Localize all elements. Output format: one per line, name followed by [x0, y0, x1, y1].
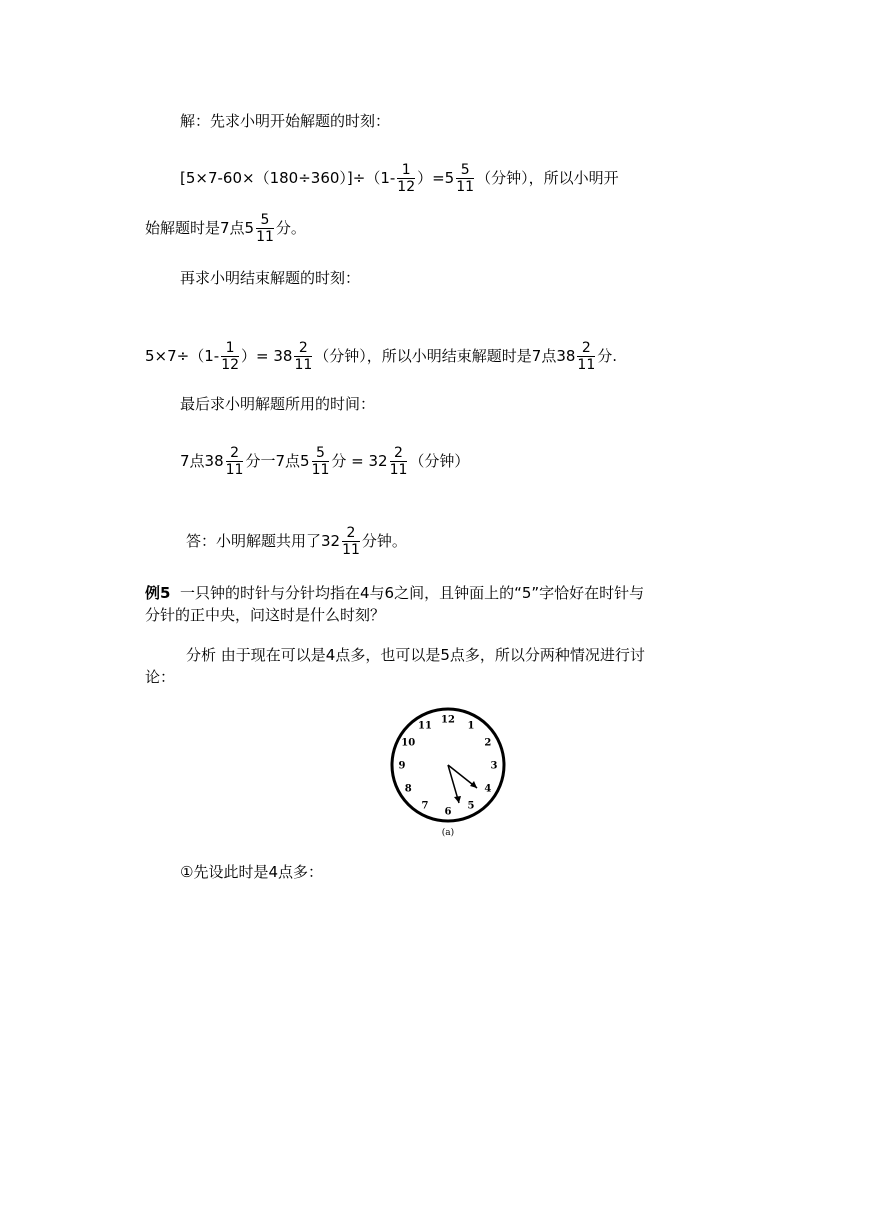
equation-start-time-cont: 始解题时是7点5 $\frac{5}{11}$ 分。: [145, 212, 306, 245]
example-5-line2: 分针的正中央，问这时是什么时刻？: [145, 606, 386, 624]
clock-number: 10: [401, 737, 416, 749]
fraction: $\frac{2}{11}$: [389, 445, 408, 478]
paragraph-duration: 最后求小明解题所用的时间：: [180, 395, 376, 413]
analysis-line1: 分析 由于现在可以是4点多，也可以是5点多，所以分两种情况进行讨: [186, 646, 645, 664]
eq-text: [5×7-60×（180÷360）]÷（1-: [180, 169, 396, 187]
paragraph-intro: 解：先求小明开始解题的时刻：: [180, 112, 391, 130]
clock-caption: (a): [441, 828, 455, 838]
eq-text: （分钟），所以小明开: [476, 169, 619, 187]
fraction: $\frac{5}{11}$: [311, 445, 330, 478]
fraction: $\frac{5}{11}$: [256, 212, 274, 245]
fraction: $\frac{1}{12}$: [221, 340, 240, 373]
paragraph-end-time: 再求小明结束解题的时刻：: [180, 269, 361, 287]
case-1-line: ①先设此时是4点多：: [180, 863, 323, 881]
fraction: $\frac{2}{11}$: [342, 525, 360, 558]
clock-number: 1: [467, 720, 475, 732]
fraction: $\frac{5}{11}$: [456, 162, 475, 195]
fraction: $\frac{2}{11}$: [225, 445, 244, 478]
clock-number: 2: [484, 737, 492, 749]
analysis-line2: 论：: [145, 668, 176, 686]
hour-hand-arrow: [470, 781, 477, 788]
example-5-line1: 例5 一只钟的时针与分针均指在4与6之间，且钟面上的“5”字恰好在时针与: [145, 584, 645, 602]
example-label: 例5: [145, 584, 171, 602]
equation-end-time: 5×7÷（1- $\frac{1}{12}$ ）= 38 $\frac{2}{11}$ （分钟），所以小明结束解题时是7点38 $\frac{2}{11}$ 分.: [145, 340, 618, 373]
clock-number: 7: [421, 800, 429, 812]
clock-number: 5: [467, 800, 475, 812]
equation-duration: 7点38 $\frac{2}{11}$ 分一7点5 $\frac{5}{11}$ 分 = 32 $\frac{2}{11}$ （分钟）: [180, 445, 470, 478]
clock-number: 11: [418, 720, 432, 732]
fraction: $\frac{1}{12}$: [397, 162, 416, 195]
minute-hand-arrow: [454, 796, 461, 803]
equation-start-time: [180, 162, 619, 195]
eq-text: ）=5: [417, 169, 455, 187]
clock-number: 12: [441, 714, 455, 726]
fraction: $\frac{2}{11}$: [294, 340, 313, 373]
clock-number: 4: [484, 783, 492, 795]
clock-number: 9: [398, 760, 406, 772]
fraction: $\frac{2}{11}$: [577, 340, 596, 373]
clock-diagram: [388, 700, 514, 842]
clock-number: 8: [404, 783, 412, 795]
clock-number: 6: [444, 806, 452, 818]
clock-number: 3: [490, 760, 498, 772]
answer-line: 答：小明解题共用了32 $\frac{2}{11}$ 分钟。: [186, 525, 407, 558]
